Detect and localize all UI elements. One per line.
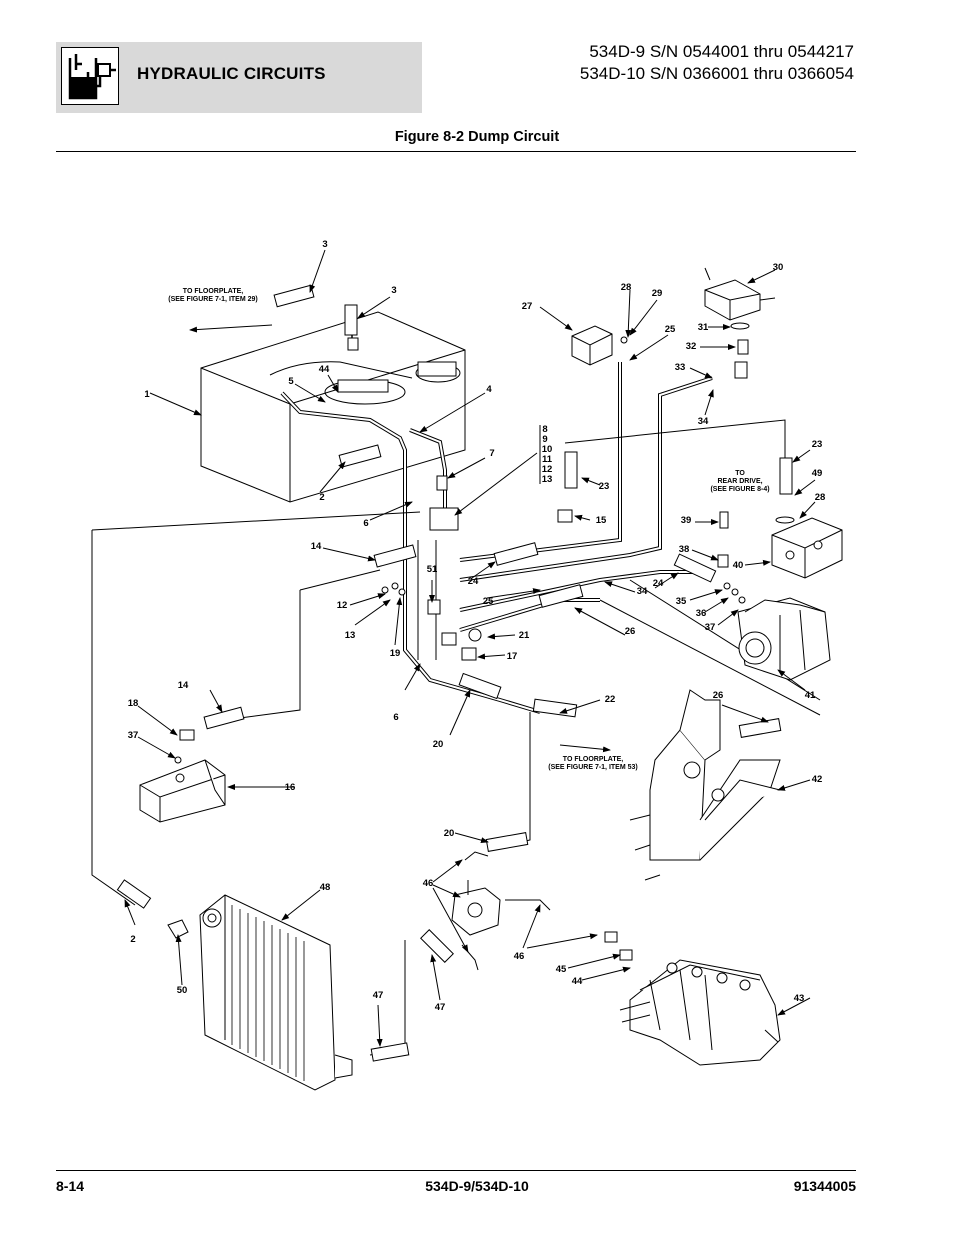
callout-51: 51 [426, 564, 438, 575]
callout-40: 40 [732, 560, 744, 571]
callout-31: 31 [697, 322, 709, 333]
note-floorplate-top-line2: (SEE FIGURE 7-1, ITEM 29) [168, 296, 258, 303]
callout-30: 30 [772, 262, 784, 273]
note-rear-drive-line2: REAR DRIVE, [717, 478, 763, 485]
callout-46: 46 [422, 878, 434, 889]
callout-28: 28 [620, 282, 632, 293]
valve-block-16 [140, 760, 225, 822]
page-number: 8-14 [56, 1178, 85, 1194]
callout-7: 7 [489, 448, 495, 459]
note-floorplate-bottom-line1: TO FLOORPLATE, [562, 756, 624, 763]
valve-block-40 [772, 518, 842, 578]
bottom-divider [56, 1170, 856, 1171]
callout-14: 14 [310, 541, 322, 552]
hydraulic-pump-41 [738, 598, 830, 680]
callout-48: 48 [319, 882, 331, 893]
callout-24: 24 [467, 576, 479, 587]
callout-43: 43 [793, 993, 805, 1004]
callout-34: 34 [697, 416, 709, 427]
callout-12: 12 [336, 600, 348, 611]
callout-38: 38 [678, 544, 690, 555]
note-rear-drive-line1: TO [735, 470, 745, 477]
callout-12: 12 [541, 464, 553, 475]
callout-33: 33 [674, 362, 686, 373]
serial-range-534d-9: 534D-9 S/N 0544001 thru 0544217 [589, 42, 854, 61]
callout-18: 18 [127, 698, 139, 709]
callout-42: 42 [811, 774, 823, 785]
figure-title: Figure 8-2 Dump Circuit [394, 129, 560, 145]
callout-2: 2 [319, 492, 325, 503]
callout-13: 13 [541, 474, 553, 485]
callout-39: 39 [680, 515, 692, 526]
callout-14: 14 [177, 680, 189, 691]
callout-34: 34 [636, 586, 648, 597]
note-rear-drive-line3: (SEE FIGURE 8-4) [710, 486, 770, 493]
callout-23: 23 [811, 439, 823, 450]
callout-26: 26 [624, 626, 636, 637]
callout-44: 44 [318, 364, 330, 375]
oil-cooler-48 [168, 895, 352, 1090]
callout-15: 15 [595, 515, 607, 526]
callout-21: 21 [518, 630, 530, 641]
note-floorplate-bottom-line2: (SEE FIGURE 7-1, ITEM 53) [548, 764, 638, 771]
coil-27 [572, 326, 612, 365]
callout-1: 1 [144, 389, 150, 400]
callout-41: 41 [804, 690, 816, 701]
callout-25: 25 [482, 596, 494, 607]
callout-27: 27 [521, 301, 533, 312]
callout-47: 47 [434, 1002, 446, 1013]
callout-10: 10 [541, 444, 553, 455]
callout-29: 29 [651, 288, 663, 299]
callout-3: 3 [322, 239, 328, 250]
callout-9: 9 [542, 434, 548, 445]
callout-26: 26 [712, 690, 724, 701]
callout-8: 8 [542, 424, 548, 435]
model-designation: 534D-9/534D-10 [425, 1178, 529, 1194]
callout-37: 37 [704, 622, 716, 633]
callout-46: 46 [513, 951, 525, 962]
callout-3: 3 [391, 285, 397, 296]
callout-47: 47 [372, 990, 384, 1001]
callout-20: 20 [432, 739, 444, 750]
callout-44: 44 [571, 976, 583, 987]
serial-range-534d-10: 534D-10 S/N 0366001 thru 0366054 [579, 64, 854, 83]
callout-45: 45 [555, 964, 567, 975]
note-floorplate-top-line1: TO FLOORPLATE, [182, 288, 244, 295]
callout-22: 22 [604, 694, 616, 705]
callout-35: 35 [675, 596, 687, 607]
callout-17: 17 [506, 651, 518, 662]
callout-49: 49 [811, 468, 823, 479]
callout-25: 25 [664, 324, 676, 335]
hydraulic-tank [201, 312, 465, 502]
manifold-46 [452, 852, 550, 970]
callout-13: 13 [344, 630, 356, 641]
callout-32: 32 [685, 341, 697, 352]
solenoid-valve-30 [705, 268, 775, 320]
callout-16: 16 [284, 782, 296, 793]
callout-6: 6 [393, 712, 399, 723]
callout-36: 36 [695, 608, 707, 619]
callout-23: 23 [598, 481, 610, 492]
callout-2: 2 [130, 934, 136, 945]
callout-5: 5 [288, 376, 294, 387]
callout-50: 50 [176, 985, 188, 996]
callout-4: 4 [486, 384, 492, 395]
section-title: HYDRAULIC CIRCUITS [137, 64, 326, 83]
control-valve-43 [620, 960, 780, 1065]
callout-6: 6 [363, 518, 369, 529]
callout-19: 19 [389, 648, 401, 659]
callout-37: 37 [127, 730, 139, 741]
callout-24: 24 [652, 578, 664, 589]
callout-28: 28 [814, 492, 826, 503]
callout-11: 11 [541, 454, 553, 465]
callout-20: 20 [443, 828, 455, 839]
document-number: 91344005 [793, 1178, 856, 1194]
